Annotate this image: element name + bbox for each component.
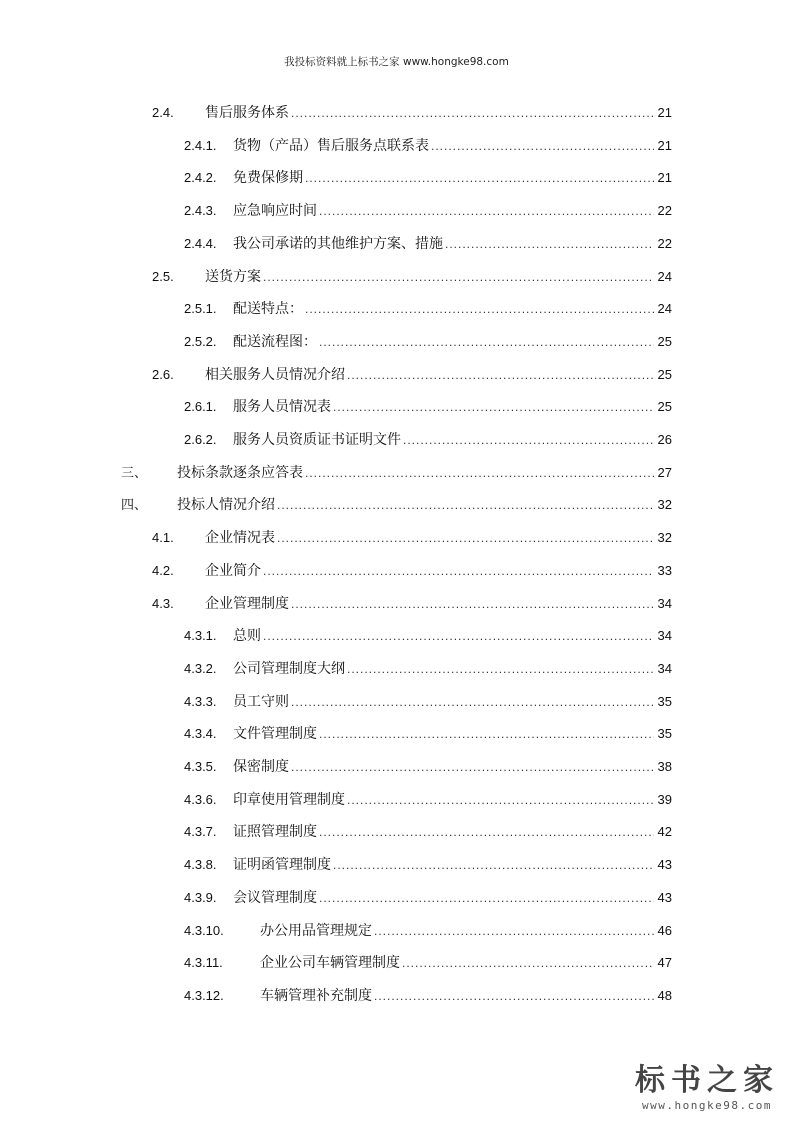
toc-entry[interactable] [184, 163, 672, 187]
toc-entry[interactable] [152, 98, 672, 122]
toc-entry[interactable] [152, 360, 672, 384]
toc-entry-number: 4.2. [152, 562, 174, 578]
toc-entry-number: 2.5.1. [184, 301, 217, 317]
toc-entry-title: 证照管理制度 [233, 824, 317, 841]
toc-entry[interactable] [184, 719, 672, 743]
toc-entry[interactable] [184, 916, 672, 940]
toc-entry-title: 投标人情况介绍 [177, 497, 275, 514]
toc-entry-number: 2.4. [152, 105, 174, 120]
toc-entry-page: 35 [657, 693, 672, 709]
toc-entry-page: 48 [657, 987, 672, 1003]
toc-leader-dots [291, 758, 654, 776]
toc-entry-title: 企业公司车辆管理制度 [260, 955, 400, 972]
toc-leader-dots [319, 333, 654, 351]
toc-entry-number: 4.1. [152, 530, 174, 546]
toc-entry-title: 货物（产品）售后服务点联系表 [233, 137, 429, 154]
toc-entry-title: 员工守则 [233, 693, 289, 710]
toc-entry[interactable] [184, 654, 672, 678]
toc-leader-dots [333, 856, 654, 874]
toc-entry-title: 印章使用管理制度 [233, 791, 345, 808]
toc-entry-title: 服务人员资质证书证明文件 [233, 432, 401, 448]
toc-leader-dots [305, 300, 654, 318]
toc-entry-page: 34 [657, 660, 672, 676]
toc-entry[interactable] [184, 327, 672, 351]
toc-entry-page: 25 [657, 399, 672, 415]
toc-entry-page: 32 [657, 530, 672, 546]
toc-entry-title: 车辆管理补充制度 [260, 987, 372, 1004]
toc-entry-number: 2.4.2. [184, 170, 217, 186]
toc-entry-page: 27 [657, 464, 672, 480]
toc-entry-number: 4.3.5. [184, 759, 217, 774]
toc-entry[interactable] [184, 196, 672, 220]
toc-entry-page: 21 [657, 105, 672, 120]
logo-title: 标书之家 [635, 1063, 779, 1098]
toc-entry-title: 办公用品管理规定 [260, 922, 372, 939]
toc-entry[interactable] [184, 294, 672, 318]
toc-leader-dots [291, 595, 654, 613]
toc-leader-dots [347, 791, 654, 809]
toc-leader-dots [291, 693, 654, 711]
toc-entry[interactable] [152, 556, 672, 580]
toc-entry-title: 售后服务体系 [205, 105, 289, 121]
toc-leader-dots [263, 562, 654, 580]
toc-entry-title: 投标条款逐条应答表 [177, 464, 303, 481]
toc-leader-dots [319, 889, 654, 907]
toc-entry-title: 公司管理制度大纲 [233, 660, 345, 677]
toc-entry-title: 文件管理制度 [233, 726, 317, 743]
toc-entry-page: 22 [657, 235, 672, 251]
toc-entry-title: 服务人员情况表 [233, 399, 331, 416]
toc-leader-dots [319, 202, 654, 220]
toc-entry[interactable] [184, 229, 672, 253]
toc-entry[interactable] [184, 850, 672, 874]
toc-entry-number: 2.5. [152, 268, 174, 284]
toc-entry[interactable] [184, 785, 672, 809]
toc-leader-dots [347, 660, 654, 678]
toc-entry-page: 24 [657, 301, 672, 317]
toc-entry-number: 4.3.2. [184, 660, 217, 676]
brand-logo [635, 1063, 779, 1112]
toc-entry[interactable] [184, 883, 672, 907]
toc-entry-number: 4.3.10. [184, 922, 224, 938]
toc-entry-number: 三、 [121, 464, 148, 480]
toc-entry-page: 22 [657, 203, 672, 219]
toc-leader-dots [277, 529, 654, 547]
toc-leader-dots [347, 366, 654, 384]
toc-entry-number: 4.3.1. [184, 628, 217, 644]
toc-leader-dots [319, 823, 654, 841]
toc-entry-title: 免费保修期 [233, 170, 303, 187]
toc-entry[interactable] [184, 948, 672, 972]
toc-entry-page: 35 [657, 726, 672, 742]
toc-entry[interactable] [184, 621, 672, 645]
toc-entry[interactable] [121, 490, 672, 514]
toc-entry-page: 43 [657, 889, 672, 905]
toc-leader-dots [319, 725, 654, 743]
toc-entry-title: 配送流程图： [233, 333, 317, 350]
toc-entry-page: 25 [657, 366, 672, 382]
toc-entry-page: 25 [657, 333, 672, 349]
toc-entry-title: 证明函管理制度 [233, 857, 331, 874]
logo-url: www.hongke98.com [642, 1099, 772, 1112]
toc-entry-number: 4.3.8. [184, 857, 217, 873]
toc-entry-number: 4.3.7. [184, 824, 217, 840]
toc-entry-page: 47 [657, 955, 672, 971]
toc-entry-number: 4.3.12. [184, 987, 224, 1003]
toc-entry-title: 企业简介 [205, 562, 261, 579]
toc-entry[interactable] [184, 817, 672, 841]
toc-entry-page: 21 [657, 170, 672, 186]
toc-entry-title: 应急响应时间 [233, 203, 317, 220]
toc-entry-number: 4.3.3. [184, 693, 217, 709]
toc-entry-page: 21 [657, 137, 672, 153]
toc-entry-number: 2.6.1. [184, 399, 217, 415]
toc-entry-number: 4.3.11. [184, 955, 223, 971]
toc-leader-dots [445, 235, 654, 253]
toc-entry[interactable] [184, 687, 672, 711]
toc-leader-dots [291, 104, 654, 122]
toc-entry-number: 4.3.9. [184, 889, 217, 905]
toc-entry-page: 33 [657, 562, 672, 578]
toc-entry-number: 4.3.4. [184, 726, 217, 742]
toc-entry-page: 46 [657, 922, 672, 938]
toc-leader-dots [403, 431, 654, 449]
toc-leader-dots [263, 268, 654, 286]
toc-entry-page: 24 [657, 268, 672, 284]
toc-entry-page: 42 [657, 824, 672, 840]
toc-entry[interactable] [152, 589, 672, 613]
toc-entry-title: 我公司承诺的其他维护方案、措施 [233, 235, 443, 252]
toc-leader-dots [374, 922, 654, 940]
toc-entry[interactable] [152, 262, 672, 286]
toc-entry-number: 2.4.1. [184, 137, 217, 153]
toc-leader-dots [333, 398, 654, 416]
toc-entry-number: 2.4.3. [184, 203, 217, 219]
toc-leader-dots [305, 464, 654, 482]
toc-entry[interactable] [121, 458, 672, 482]
toc-entry[interactable] [184, 752, 672, 776]
toc-entry[interactable] [184, 131, 672, 155]
page-header: 我投标资料就上标书之家 www.hongke98.com [284, 56, 509, 68]
toc-entry-title: 保密制度 [233, 759, 289, 775]
toc-entry-title: 总则 [233, 628, 261, 645]
toc-entry-title: 会议管理制度 [233, 889, 317, 906]
toc-entry-page: 26 [657, 432, 672, 447]
toc-leader-dots [402, 954, 654, 972]
toc-entry[interactable] [184, 981, 672, 1005]
toc-entry[interactable] [184, 425, 672, 449]
toc-entry-title: 企业情况表 [205, 530, 275, 547]
toc-entry-page: 32 [657, 497, 672, 513]
toc-leader-dots [431, 137, 654, 155]
toc-entry-number: 4.3.6. [184, 791, 217, 807]
toc-leader-dots [263, 627, 654, 645]
toc-entry-number: 四、 [121, 497, 148, 513]
toc-entry[interactable] [184, 392, 672, 416]
toc-entry-title: 送货方案 [205, 268, 261, 285]
toc-entry[interactable] [152, 523, 672, 547]
toc-entry-page: 34 [657, 628, 672, 644]
toc-leader-dots [305, 169, 654, 187]
toc-entry-number: 2.5.2. [184, 333, 217, 349]
toc-entry-number: 2.4.4. [184, 235, 217, 251]
toc-entry-page: 43 [657, 857, 672, 873]
toc-entry-page: 39 [657, 791, 672, 807]
toc-entry-number: 4.3. [152, 595, 174, 611]
toc-entry-title: 配送特点： [233, 301, 303, 318]
toc-entry-number: 2.6. [152, 366, 174, 382]
toc-entry-page: 38 [657, 759, 672, 774]
toc-leader-dots [374, 987, 654, 1005]
toc-entry-title: 相关服务人员情况介绍 [205, 366, 345, 383]
toc-entry-page: 34 [657, 595, 672, 611]
toc-entry-title: 企业管理制度 [205, 595, 289, 612]
toc-entry-number: 2.6.2. [184, 432, 217, 447]
toc-leader-dots [277, 496, 654, 514]
